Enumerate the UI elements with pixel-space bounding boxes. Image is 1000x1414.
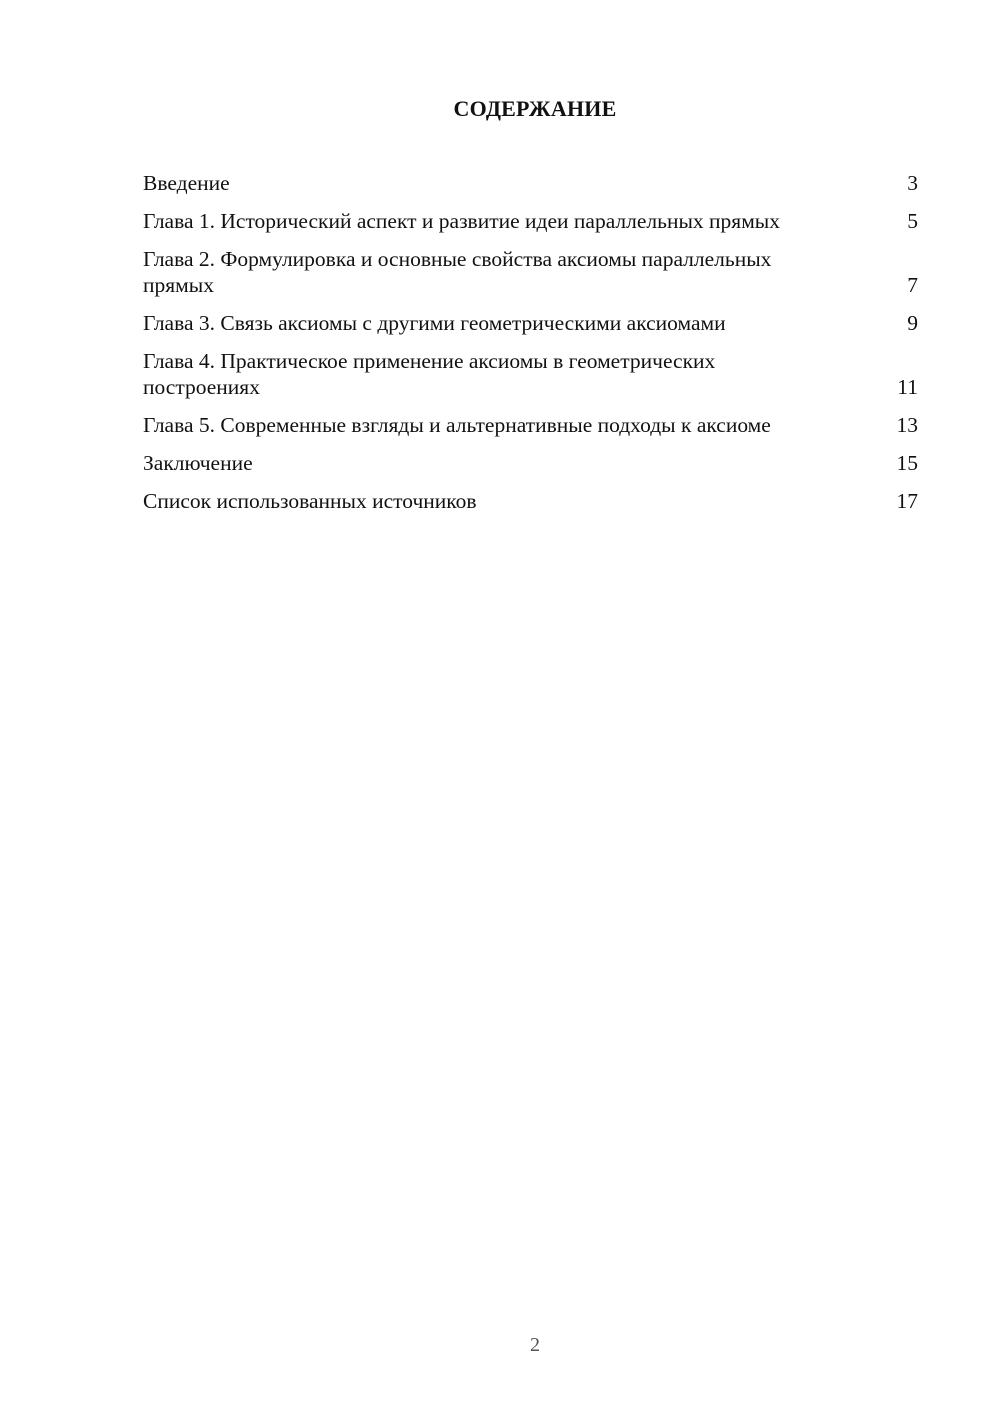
toc-entry-conclusion: [143, 450, 918, 476]
toc-entry-text: Глава 5. Современные взгляды и альтернативные подходы к аксиоме: [143, 413, 771, 437]
toc-entry-page: 11: [897, 375, 918, 399]
toc-entry-text: Список использованных источников: [143, 489, 477, 513]
toc-entry-text: Глава 4. Практическое применение аксиомы в геометрических построениях: [143, 349, 716, 399]
table-of-contents: [143, 170, 918, 526]
toc-entry-text: Введение: [143, 171, 230, 195]
toc-entry-page: 7: [907, 273, 918, 297]
toc-entry-chapter-2: [143, 246, 918, 298]
toc-entry-page: 15: [896, 451, 918, 475]
toc-entry-text: Заключение: [143, 451, 253, 475]
toc-entry-chapter-1: [143, 208, 918, 234]
toc-entry-page: 3: [907, 171, 918, 195]
toc-entry-page: 13: [896, 413, 918, 437]
toc-entry-chapter-5: [143, 412, 918, 438]
toc-entry-text: Глава 3. Связь аксиомы с другими геометрическими аксиомами: [143, 311, 726, 335]
page-number: 2: [530, 1334, 540, 1356]
toc-entry-page: 17: [896, 489, 918, 513]
toc-entry-text: Глава 1. Исторический аспект и развитие идеи параллельных прямых: [143, 209, 780, 233]
toc-entry-references: [143, 488, 918, 514]
toc-entry-page: 9: [907, 311, 918, 335]
toc-entry-text: Глава 2. Формулировка и основные свойства аксиомы параллельных прямых: [143, 247, 772, 297]
toc-entry-chapter-4: [143, 348, 918, 400]
toc-title: СОДЕРЖАНИЕ: [453, 96, 617, 121]
toc-entry-chapter-3: [143, 310, 918, 336]
toc-entry-introduction: [143, 170, 918, 196]
toc-entry-page: 5: [907, 209, 918, 233]
